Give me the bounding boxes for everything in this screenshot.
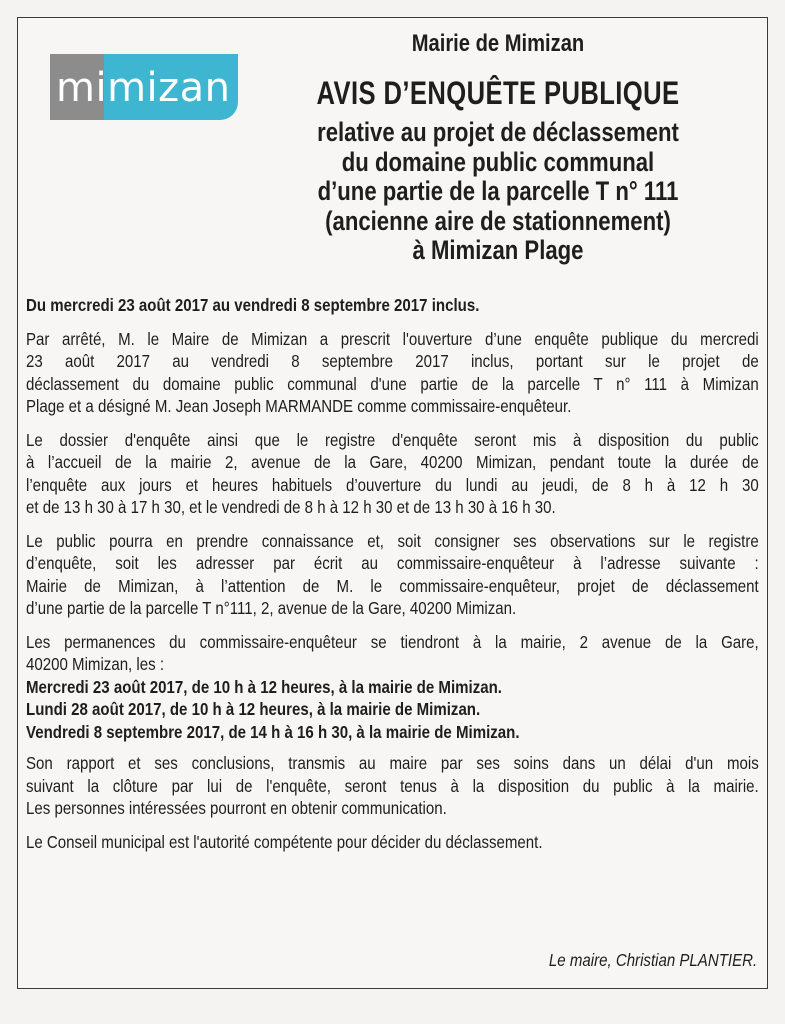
- notice-title: AVIS D’ENQUÊTE PUBLIQUE: [316, 75, 680, 111]
- text-line: à l’accueil de la mairie 2, avenue de la Gare, 40200 Mimizan, pendant toute la durée de: [26, 452, 759, 472]
- permanence-item: Lundi 28 août 2017, de 10 h à 12 heures, à la mairie de Mimizan.: [26, 699, 481, 719]
- text-line: 40200 Mimizan, les :: [26, 654, 165, 674]
- notice-subtitle: [268, 118, 728, 266]
- text-line: Du mercredi 23 août 2017 au vendredi 8 septembre 2017 inclus.: [26, 295, 480, 315]
- text-line: 23 août 2017 au vendredi 8 septembre 2017 inclus, portant sur le projet de: [26, 351, 759, 371]
- mairie-heading: Mairie de Mimizan: [411, 30, 585, 57]
- text-line: et de 13 h 30 à 17 h 30, et le vendredi de 8 h à 12 h 30 et de 13 h 30 à 16 h 30.: [26, 497, 556, 517]
- text-line: d’une partie de la parcelle T n°111, 2, avenue de la Gare, 40200 Mimizan.: [26, 598, 517, 618]
- public-notice: [17, 17, 768, 989]
- subtitle-line: relative au projet de déclassement: [317, 117, 679, 147]
- paragraph-public: [26, 530, 759, 620]
- text-line: l’enquête aux jours et heures habituels d’ouverture du lundi au jeudi, de 8 h à 12 h 30: [26, 474, 759, 495]
- text-line: Son rapport et ses conclusions, transmis au maire par ses soins dans un délai d'un mois: [26, 753, 759, 773]
- signature: Le maire, Christian PLANTIER.: [548, 950, 757, 970]
- text-line: Les permanences du commissaire-enquêteur se tiendront à la mairie, 2 avenue de la Gare,: [26, 631, 759, 652]
- subtitle-line: à Mimizan Plage: [412, 235, 584, 265]
- text-line: Par arrêté, M. le Maire de Mimizan a prescrit l'ouverture d’une enquête publique du mercredi: [26, 328, 759, 349]
- dates-line: [26, 294, 759, 317]
- text-line: Plage et a désigné M. Jean Joseph MARMANDE comme commissaire-enquêteur.: [26, 396, 572, 416]
- permanence-item: Mercredi 23 août 2017, de 10 h à 12 heures, à la mairie de Mimizan.: [26, 676, 502, 697]
- text-line: d’enquête, soit les adresser par écrit au commissaire-enquêteur à l’adresse suivante :: [26, 553, 759, 573]
- mimizan-logo: [50, 54, 238, 120]
- text-line: Le public pourra en prendre connaissance et, soit consigner ses observations sur le registre: [26, 530, 759, 551]
- logo-wordmark: mimizan: [56, 65, 231, 111]
- text-line: suivant la clôture par lui de l'enquête, seront tenus à la disposition du public à la mairie.: [26, 775, 759, 796]
- subtitle-line: (ancienne aire de stationnement): [325, 205, 671, 236]
- paragraph-dossier: [26, 429, 759, 519]
- paragraph-conseil: [26, 831, 759, 854]
- notice-body: [26, 294, 759, 864]
- permanence-item: Vendredi 8 septembre 2017, de 14 h à 16 h 30, à la mairie de Mimizan.: [26, 721, 520, 742]
- text-line: Le Conseil municipal est l'autorité compétente pour décider du déclassement.: [26, 831, 543, 852]
- text-line: Le dossier d'enquête ainsi que le registre d'enquête seront mis à disposition du public: [26, 429, 759, 450]
- subtitle-line: d’une partie de la parcelle T n° 111: [317, 176, 679, 206]
- paragraph-rapport: [26, 752, 759, 820]
- paragraph-permanences: [26, 631, 759, 744]
- paragraph-arrete: [26, 328, 759, 418]
- text-line: Mairie de Mimizan, à l’attention de M. le commissaire-enquêteur, projet de déclassement: [26, 575, 759, 596]
- text-line: déclassement du domaine public communal d'une partie de la parcelle T n° 111 à Mimizan: [26, 373, 759, 394]
- subtitle-line: du domaine public communal: [341, 146, 655, 177]
- text-line: Les personnes intéressées pourront en obtenir communication.: [26, 798, 447, 818]
